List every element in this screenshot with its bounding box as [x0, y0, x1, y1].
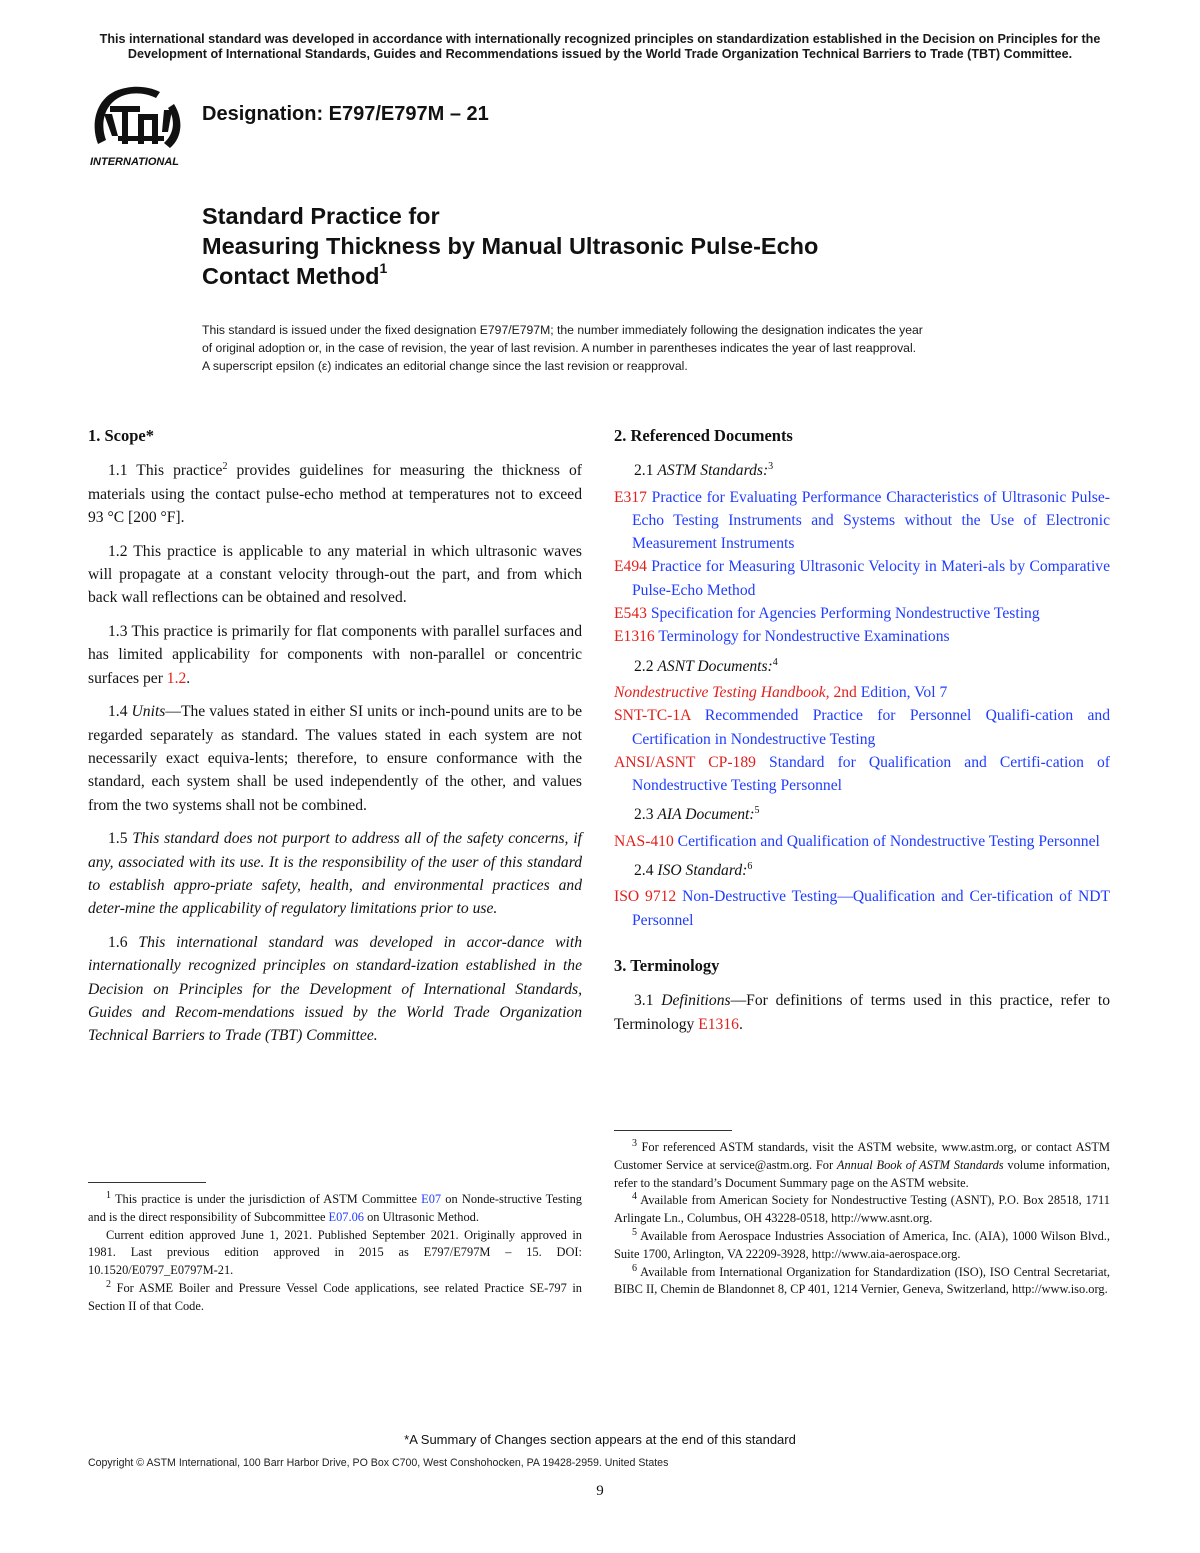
link-1-2[interactable]: 1.2: [166, 669, 187, 687]
paragraph-3-1: 3.1 Definitions—For definitions of terms used in this practice, refer to Terminology E1316.: [614, 992, 1110, 1033]
footnote-divider: [88, 1182, 206, 1183]
issued-line-1: This standard is issued under the fixed designation E797/E797M; the number immediately following the designation indicates the year: [202, 323, 923, 337]
aia-document-heading: 2.3 AIA Document:$^5$: [634, 805, 760, 824]
logo-text: INTERNATIONAL: [90, 156, 180, 168]
issued-line-3: A superscript epsilon (ε) indicates an editorial change since the last revision or reapproval.: [202, 359, 688, 373]
summary-notice: *A Summary of Changes section appears at the end of this standard: [404, 1432, 796, 1447]
left-column: [88, 424, 582, 1058]
astm-logo-icon: [88, 84, 192, 168]
title-line-1: Standard Practice for: [202, 203, 440, 229]
footnote-divider: [614, 1130, 732, 1131]
copyright: Copyright © ASTM International, 100 Barr Harbor Drive, PO Box C700, West Conshohocken, PA 19428-2959. United States: [88, 1457, 669, 1469]
document-title: [202, 201, 1102, 291]
ref-nas-410[interactable]: NAS-410 Certification and Qualification of Nondestructive Testing Personnel: [614, 832, 1100, 850]
section-heading-referenced-documents: 2. Referenced Documents: [614, 426, 793, 445]
astm-standards-heading: 2.1 ASTM Standards:$^3$: [634, 461, 774, 480]
link-e07-06[interactable]: E07.06: [328, 1209, 364, 1224]
ref-e317[interactable]: E317 Practice for Evaluating Performance Characteristics of Ultrasonic Pulse-Echo Testing Instruments and Systems without the Use of Electronic Measurement Instruments: [614, 488, 1110, 553]
page-number: 9: [596, 1483, 604, 1499]
title-line-2: Measuring Thickness by Manual Ultrasonic Pulse-Echo: [202, 233, 819, 259]
paragraph-1-2: 1.2 This practice is applicable to any material in which ultrasonic waves will propagate at a constant velocity through-out the part, and from which back wall reflections can be obtained and resolved.: [88, 542, 582, 607]
footnotes-left: [88, 1182, 582, 1316]
ref-e543[interactable]: E543 Specification for Agencies Performing Nondestructive Testing: [614, 605, 1040, 623]
footnote-2: $^2$ For ASME Boiler and Pressure Vessel Code applications, see related Practice SE-797 in Section II of that Code.: [88, 1278, 582, 1313]
issued-line-2: of original adoption or, in the case of revision, the year of last revision. A number in parentheses indicates the year of last reapproval.: [202, 341, 917, 355]
paragraph-1-5: 1.5 This standard does not purport to address all of the safety concerns, if any, associated with its use. It is the responsibility of the user of this standard to establish appro-priate safety, health, and environmental practices and deter-mine the applicability of regulatory limitations prior to use.: [88, 830, 582, 918]
top-notice: This international standard was developed in accordance with internationally recognized principles on standardization established in the Decision on Principles for the Development of International Standards, Guides and Recommendations issued by the World Trade Organization Technical Barriers to Trade (TBT) Committee.: [99, 32, 1101, 61]
ref-e494[interactable]: E494 Practice for Measuring Ultrasonic Velocity in Materi-als by Comparative Pulse-Echo Method: [614, 558, 1110, 599]
paragraph-1-1: 1.1 This practice$^2$ provides guidelines for measuring the thickness of materials using the contact pulse-echo method at temperatures not to exceed 93 °C [200 °F].: [88, 461, 582, 526]
section-heading-scope: 1. Scope*: [88, 426, 154, 445]
footnotes-right: [614, 1130, 1110, 1299]
footnote-1: $^1$ This practice is under the jurisdiction of ASTM Committee E07 on Nonde-structive Testing and is the direct responsibility of Subcommittee E07.06 on Ultrasonic Method.: [88, 1189, 582, 1224]
asnt-documents-heading: 2.2 ASNT Documents:$^4$: [634, 656, 778, 675]
issued-notice: [202, 321, 1102, 375]
ref-cp-189[interactable]: ANSI/ASNT CP-189 Standard for Qualification and Certifi-cation of Nondestructive Testing Personnel: [614, 753, 1111, 795]
paragraph-1-6: 1.6 This international standard was developed in accor-dance with internationally recognized principles on standard-ization established in the Decision on Principles for the Development of International Standards, Guides and Recom-mendations issued by the World Trade Organization Technical Barriers to Trade (TBT) Committee.: [88, 934, 582, 1045]
footnote-5: $^5$ Available from Aerospace Industries Association of America, Inc. (AIA), 1000 Wilson Blvd., Suite 1700, Arlington, VA 22209-3928, http://www.aia-aerospace.org.: [614, 1226, 1110, 1261]
ref-nde-handbook[interactable]: Nondestructive Testing Handbook, 2nd Edition, Vol 7: [614, 683, 948, 701]
paragraph-1-4: 1.4 Units—The values stated in either SI units or inch-pound units are to be regarded separately as standard. The values stated in each system are not necessarily exact equiva-lents; therefore, to ensure conformance with the standard, each system shall be used independently of the other, and values from the two systems shall not be combined.: [88, 703, 583, 814]
designation: Designation: E797/E797M – 21: [202, 103, 489, 125]
title-footnote-ref: 1: [379, 260, 388, 277]
ref-e1316[interactable]: E1316 Terminology for Nondestructive Examinations: [614, 628, 950, 646]
link-e1316[interactable]: E1316: [698, 1015, 739, 1033]
section-heading-terminology: 3. Terminology: [614, 955, 720, 975]
title-line-3: Contact Method$^1$: [202, 260, 388, 289]
paragraph-1-3: 1.3 This practice is primarily for flat components with parallel surfaces and has limited applicability for components with non-parallel or concentric surfaces per 1.2.: [88, 623, 582, 687]
ref-snt-tc-1a[interactable]: SNT-TC-1A Recommended Practice for Personnel Qualifi-cation and Certification in Nondestructive Testing: [614, 707, 1110, 748]
link-e07[interactable]: E07: [421, 1192, 442, 1206]
footnote-3: $^3$ For referenced ASTM standards, visit the ASTM website, www.astm.org, or contact ASTM Customer Service at service@astm.org. For Annual Book of ASTM Standards volume information, refer to the standard’s Document Summary page on the ASTM website.: [614, 1137, 1110, 1190]
iso-standard-heading: 2.4 ISO Standard:$^6$: [634, 860, 753, 880]
right-column: [614, 424, 1110, 1046]
footnote-4: $^4$ Available from American Society for Nondestructive Testing (ASNT), P.O. Box 28518, 1711 Arlingate Ln., Columbus, OH 43228-0518, http://www.asnt.org.: [614, 1191, 1110, 1226]
footnote-1-edition: Current edition approved June 1, 2021. Published September 2021. Originally approved in 1981. Last previous edition approved in 2015 as E797/E797M – 15. DOI: 10.1520/E0797_E0797M-21.: [88, 1227, 582, 1278]
footnote-6: $^6$ Available from International Organization for Standardization (ISO), ISO Central Secretariat, BIBC II, Chemin de Blandonnet 8, CP 401, 1214 Vernier, Geneva, Switzerland, http://www.iso.org.: [614, 1262, 1110, 1297]
ref-iso-9712[interactable]: ISO 9712 Non-Destructive Testing—Qualification and Cer-tification of NDT Personnel: [614, 888, 1111, 929]
